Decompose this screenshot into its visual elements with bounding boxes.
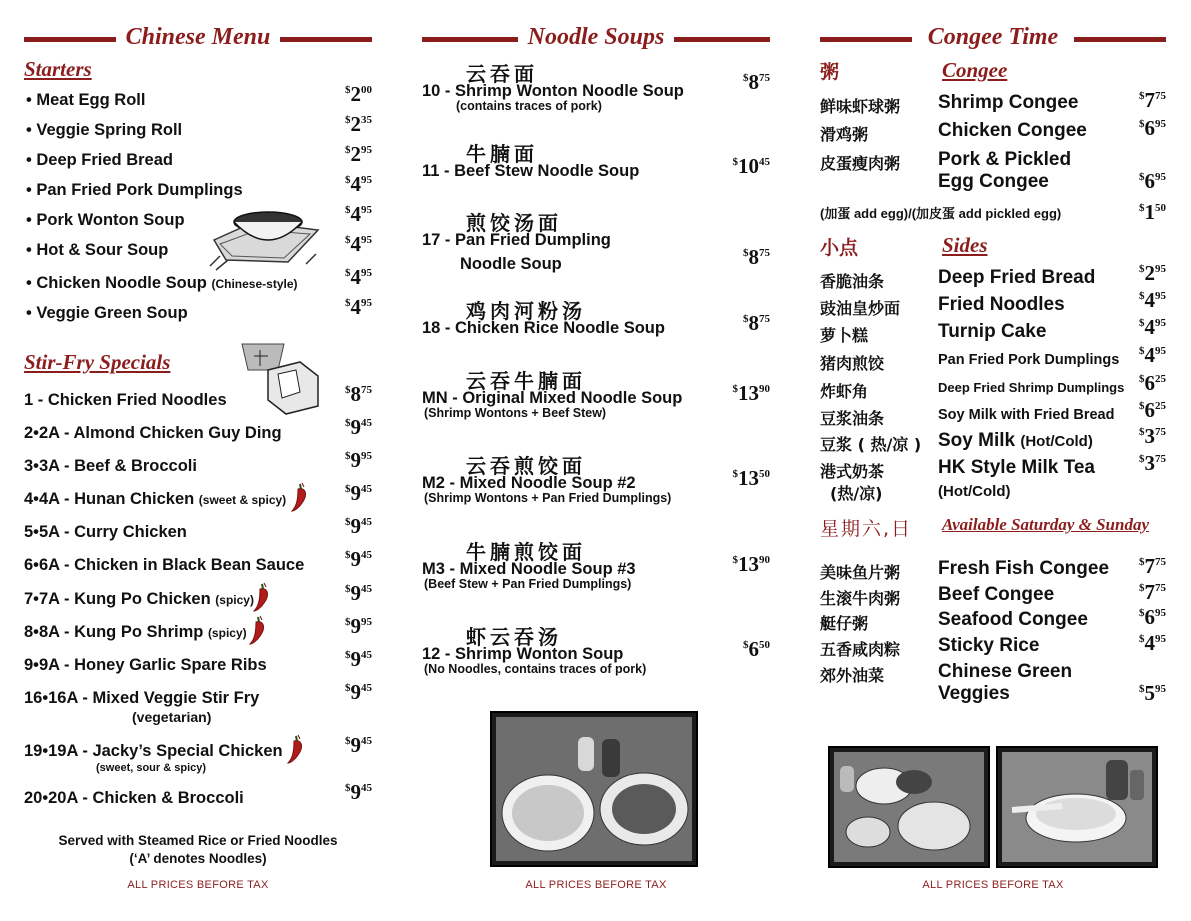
item-price: $^{\$}6^{25}$ bbox=[1139, 398, 1166, 422]
item-chinese-name: 港式奶茶 bbox=[820, 462, 885, 481]
item-price: $^{\$}4^{95}$ bbox=[345, 232, 372, 256]
item-price: $^{\$}4^{95}$ bbox=[345, 172, 372, 196]
item-price: $^{\$}6^{95}$ bbox=[1139, 605, 1166, 629]
item-price: $^{\$}6^{95}$ bbox=[1139, 116, 1166, 140]
banner-noodle-soups bbox=[422, 22, 770, 52]
banner-title: Chinese Menu bbox=[125, 24, 271, 50]
item-name: M2 - Mixed Noodle Soup #2 bbox=[422, 474, 636, 492]
item-chinese-name: 滑鸡粥 bbox=[820, 125, 869, 144]
item-chinese-name: 鸡肉河粉汤 bbox=[466, 299, 586, 323]
item-chinese-name: 煎饺汤面 bbox=[466, 211, 562, 235]
item-name: Shrimp Congee bbox=[938, 92, 1079, 113]
item-price: $^{\$}4^{95}$ bbox=[345, 202, 372, 226]
item-name: 16•16A - Mixed Veggie Stir Fry bbox=[24, 689, 260, 707]
section-title-congee: Congee bbox=[942, 58, 1008, 82]
item-name: 8•8A - Kung Po Shrimp (spicy) bbox=[24, 623, 247, 641]
item-chinese-name: 云吞牛腩面 bbox=[466, 369, 586, 393]
section-title-starters: Starters bbox=[24, 57, 92, 81]
item-name: 7•7A - Kung Po Chicken (spicy) bbox=[24, 590, 254, 608]
item-name: Sticky Rice bbox=[938, 635, 1040, 656]
item-note: (Hot/Cold) bbox=[1020, 433, 1093, 450]
item-price: $^{\$}2^{35}$ bbox=[345, 112, 372, 136]
served-line-1: Served with Steamed Rice or Fried Noodles bbox=[58, 833, 338, 848]
item-name: 10 - Shrimp Wonton Noodle Soup bbox=[422, 82, 684, 100]
banner-title: Noodle Soups bbox=[527, 24, 665, 50]
footer-tax-note: ALL PRICES BEFORE TAX bbox=[525, 879, 667, 891]
item-price: $^{\$}3^{75}$ bbox=[1139, 424, 1166, 448]
item-name: • Pork Wonton Soup bbox=[26, 211, 185, 229]
item-price: $^{\$}9^{45}$ bbox=[345, 514, 372, 538]
item-price: $^{\$}9^{95}$ bbox=[345, 614, 372, 638]
item-name: 5•5A - Curry Chicken bbox=[24, 523, 187, 541]
item-price: $^{\$}4^{95}$ bbox=[1139, 631, 1166, 655]
section-title-stir-fry: Stir-Fry Specials bbox=[24, 350, 171, 374]
item-price: $^{\$}6^{95}$ bbox=[1139, 169, 1166, 193]
item-name: • Veggie Spring Roll bbox=[26, 121, 183, 139]
item-price: $^{\$}8^{75}$ bbox=[743, 311, 770, 335]
item-subnote: (sweet, sour & spicy) bbox=[96, 762, 207, 774]
chili-pepper-icon bbox=[286, 733, 306, 770]
item-price: $^{\$}2^{00}$ bbox=[345, 82, 372, 106]
item-price: $^{\$}7^{75}$ bbox=[1139, 580, 1166, 604]
item-name: Pork & Pickled bbox=[938, 149, 1072, 170]
item-note: (spicy) bbox=[215, 593, 254, 607]
item-chinese-name: 郊外油菜 bbox=[820, 666, 885, 685]
chili-pepper-icon bbox=[252, 581, 272, 618]
column-noodle-soups bbox=[422, 0, 770, 921]
photo-wonton-and-noodle-bowls bbox=[490, 711, 698, 867]
section-zh-weekend: 星期六,日 bbox=[820, 518, 913, 540]
item-subnote: (Beef Stew + Pan Fried Dumplings) bbox=[424, 577, 632, 591]
item-price: $^{\$}8^{75}$ bbox=[345, 382, 372, 406]
section-zh-congee: 粥 bbox=[820, 61, 840, 83]
item-subnote: (vegetarian) bbox=[132, 709, 212, 725]
section-zh-sides: 小点 bbox=[820, 237, 859, 259]
item-name: • Chicken Noodle Soup (Chinese-style) bbox=[26, 274, 298, 292]
item-name: 1 - Chicken Fried Noodles bbox=[24, 391, 227, 409]
item-price: $^{\$}9^{45}$ bbox=[345, 647, 372, 671]
item-name: • Veggie Green Soup bbox=[26, 304, 188, 322]
item-name: 20•20A - Chicken & Broccoli bbox=[24, 789, 244, 807]
item-name: Deep Fried Bread bbox=[938, 267, 1096, 288]
served-line-2: (‘A’ denotes Noodles) bbox=[129, 851, 267, 866]
item-chinese-name: 香脆油条 bbox=[820, 272, 885, 291]
item-chinese-name: 五香咸肉粽 bbox=[820, 640, 901, 659]
item-price: $^{\$}9^{45}$ bbox=[345, 581, 372, 605]
item-price: $^{\$}2^{95}$ bbox=[1139, 261, 1166, 285]
item-name: Pan Fried Pork Dumplings bbox=[938, 352, 1120, 368]
item-price: $^{\$}4^{95}$ bbox=[1139, 315, 1166, 339]
item-name: 17 - Pan Fried Dumpling bbox=[422, 231, 611, 249]
photo-congee-sides-table bbox=[828, 746, 990, 868]
item-name: Deep Fried Shrimp Dumplings bbox=[938, 380, 1125, 395]
item-price: $^{\$}13^{90}$ bbox=[732, 552, 770, 576]
item-chinese-name: 生滚牛肉粥 bbox=[820, 589, 901, 608]
section-title-weekend: Available Saturday & Sunday bbox=[942, 515, 1150, 534]
item-price: $^{\$}3^{75}$ bbox=[1139, 451, 1166, 475]
item-price: $^{\$}6^{50}$ bbox=[743, 637, 770, 661]
item-chinese-name: 豆浆 ( 热/凉 ) bbox=[820, 435, 922, 454]
add-egg-price: $^{\$}1^{50}$ bbox=[1139, 200, 1166, 224]
item-name: MN - Original Mixed Noodle Soup bbox=[422, 389, 683, 407]
item-chinese-name: 艇仔粥 bbox=[820, 614, 869, 633]
item-name: 19•19A - Jacky’s Special Chicken bbox=[24, 742, 283, 760]
item-chinese-name: 炸虾角 bbox=[820, 382, 869, 401]
item-chinese-name-line-2: (热/凉) bbox=[830, 484, 883, 503]
add-egg-label: (加蛋 add egg)/(加皮蛋 add pickled egg) bbox=[820, 206, 1062, 221]
item-price: $^{\$}6^{25}$ bbox=[1139, 371, 1166, 395]
item-name: Fried Noodles bbox=[938, 294, 1065, 315]
item-chinese-name: 牛腩煎饺面 bbox=[466, 540, 586, 564]
item-name-line-2: (Hot/Cold) bbox=[938, 483, 1011, 500]
section-title-sides: Sides bbox=[942, 233, 988, 257]
item-price: $^{\$}5^{95}$ bbox=[1139, 681, 1166, 705]
item-name: • Hot & Sour Soup bbox=[26, 241, 169, 259]
item-chinese-name: 云吞煎饺面 bbox=[466, 454, 586, 478]
item-name: Beef Congee bbox=[938, 584, 1055, 605]
item-price: $^{\$}10^{45}$ bbox=[732, 154, 770, 178]
item-name: 3•3A - Beef & Broccoli bbox=[24, 457, 197, 475]
item-subnote: (contains traces of pork) bbox=[456, 99, 602, 113]
item-chinese-name: 虾云吞汤 bbox=[466, 625, 562, 649]
item-price: $^{\$}7^{75}$ bbox=[1139, 554, 1166, 578]
column-congee-time bbox=[820, 0, 1166, 921]
item-name: Soy Milk with Fried Bread bbox=[938, 407, 1115, 423]
footer-tax-note: ALL PRICES BEFORE TAX bbox=[922, 879, 1064, 891]
item-name-line-2: Noodle Soup bbox=[460, 255, 562, 273]
item-chinese-name: 萝卜糕 bbox=[820, 326, 869, 345]
item-name: 2•2A - Almond Chicken Guy Ding bbox=[24, 424, 282, 442]
item-name-line-2: Veggies bbox=[938, 683, 1010, 704]
item-price: $^{\$}2^{95}$ bbox=[345, 142, 372, 166]
item-price: $^{\$}13^{90}$ bbox=[732, 381, 770, 405]
item-chinese-name: 豉油皇炒面 bbox=[820, 299, 901, 318]
item-price: $^{\$}9^{45}$ bbox=[345, 415, 372, 439]
item-name: HK Style Milk Tea bbox=[938, 457, 1095, 478]
served-with-note bbox=[24, 832, 372, 868]
item-price: $^{\$}7^{75}$ bbox=[1139, 88, 1166, 112]
item-chinese-name: 皮蛋瘦肉粥 bbox=[820, 154, 901, 173]
item-chinese-name: 美味鱼片粥 bbox=[820, 563, 901, 582]
item-price: $^{\$}4^{95}$ bbox=[345, 265, 372, 289]
item-note: (Chinese-style) bbox=[211, 277, 298, 291]
soup-bowl-illustration bbox=[206, 200, 326, 272]
item-name: Chicken Congee bbox=[938, 120, 1087, 141]
item-name: • Meat Egg Roll bbox=[26, 91, 146, 109]
item-price: $^{\$}4^{95}$ bbox=[345, 295, 372, 319]
item-price: $^{\$}9^{45}$ bbox=[345, 780, 372, 804]
item-name: • Pan Fried Pork Dumplings bbox=[26, 181, 243, 199]
chili-pepper-icon bbox=[290, 481, 310, 518]
item-chinese-name: 豆浆油条 bbox=[820, 409, 885, 428]
banner-congee-time bbox=[820, 22, 1166, 52]
item-note: (spicy) bbox=[207, 626, 247, 640]
item-name: 18 - Chicken Rice Noodle Soup bbox=[422, 319, 665, 337]
item-name: Seafood Congee bbox=[938, 609, 1088, 630]
item-price: $^{\$}9^{45}$ bbox=[345, 547, 372, 571]
item-price: $^{\$}8^{75}$ bbox=[743, 245, 770, 269]
item-name: Turnip Cake bbox=[938, 321, 1047, 342]
item-chinese-name: 云吞面 bbox=[466, 62, 538, 86]
item-note: (sweet & spicy) bbox=[198, 493, 287, 507]
banner-chinese-menu bbox=[24, 22, 372, 52]
item-name: Chinese Green bbox=[938, 661, 1073, 682]
item-chinese-name: 牛腩面 bbox=[466, 142, 538, 166]
photo-congee-bowl bbox=[996, 746, 1158, 868]
item-chinese-name: 鲜味虾球粥 bbox=[820, 97, 901, 116]
column-chinese-menu bbox=[24, 0, 372, 921]
item-chinese-name: 猪肉煎饺 bbox=[820, 354, 885, 373]
item-name: 4•4A - Hunan Chicken (sweet & spicy) bbox=[24, 490, 287, 508]
item-name: 9•9A - Honey Garlic Spare Ribs bbox=[24, 656, 267, 674]
item-name: 6•6A - Chicken in Black Bean Sauce bbox=[24, 556, 305, 574]
item-subnote: (Shrimp Wontons + Beef Stew) bbox=[424, 406, 607, 420]
item-price: $^{\$}9^{45}$ bbox=[345, 733, 372, 757]
takeout-box-illustration bbox=[238, 340, 322, 416]
item-price: $^{\$}4^{95}$ bbox=[1139, 343, 1166, 367]
item-price: $^{\$}4^{95}$ bbox=[1139, 288, 1166, 312]
item-name: Fresh Fish Congee bbox=[938, 558, 1110, 579]
item-name: 11 - Beef Stew Noodle Soup bbox=[422, 162, 640, 180]
item-price: $^{\$}8^{75}$ bbox=[743, 70, 770, 94]
item-price: $^{\$}9^{45}$ bbox=[345, 481, 372, 505]
item-name: • Deep Fried Bread bbox=[26, 151, 173, 169]
item-name: 12 - Shrimp Wonton Soup bbox=[422, 645, 624, 663]
item-price: $^{\$}9^{45}$ bbox=[345, 680, 372, 704]
item-price: $^{\$}13^{50}$ bbox=[732, 466, 770, 490]
item-subnote: (Shrimp Wontons + Pan Fried Dumplings) bbox=[424, 491, 672, 505]
chili-pepper-icon bbox=[248, 614, 268, 651]
banner-title: Congee Time bbox=[927, 24, 1059, 50]
item-name: M3 - Mixed Noodle Soup #3 bbox=[422, 560, 636, 578]
item-name: Soy Milk (Hot/Cold) bbox=[938, 430, 1093, 451]
footer-tax-note: ALL PRICES BEFORE TAX bbox=[127, 879, 269, 891]
item-price: $^{\$}9^{95}$ bbox=[345, 448, 372, 472]
item-name-line-2: Egg Congee bbox=[938, 171, 1049, 192]
item-subnote: (No Noodles, contains traces of pork) bbox=[424, 662, 647, 676]
